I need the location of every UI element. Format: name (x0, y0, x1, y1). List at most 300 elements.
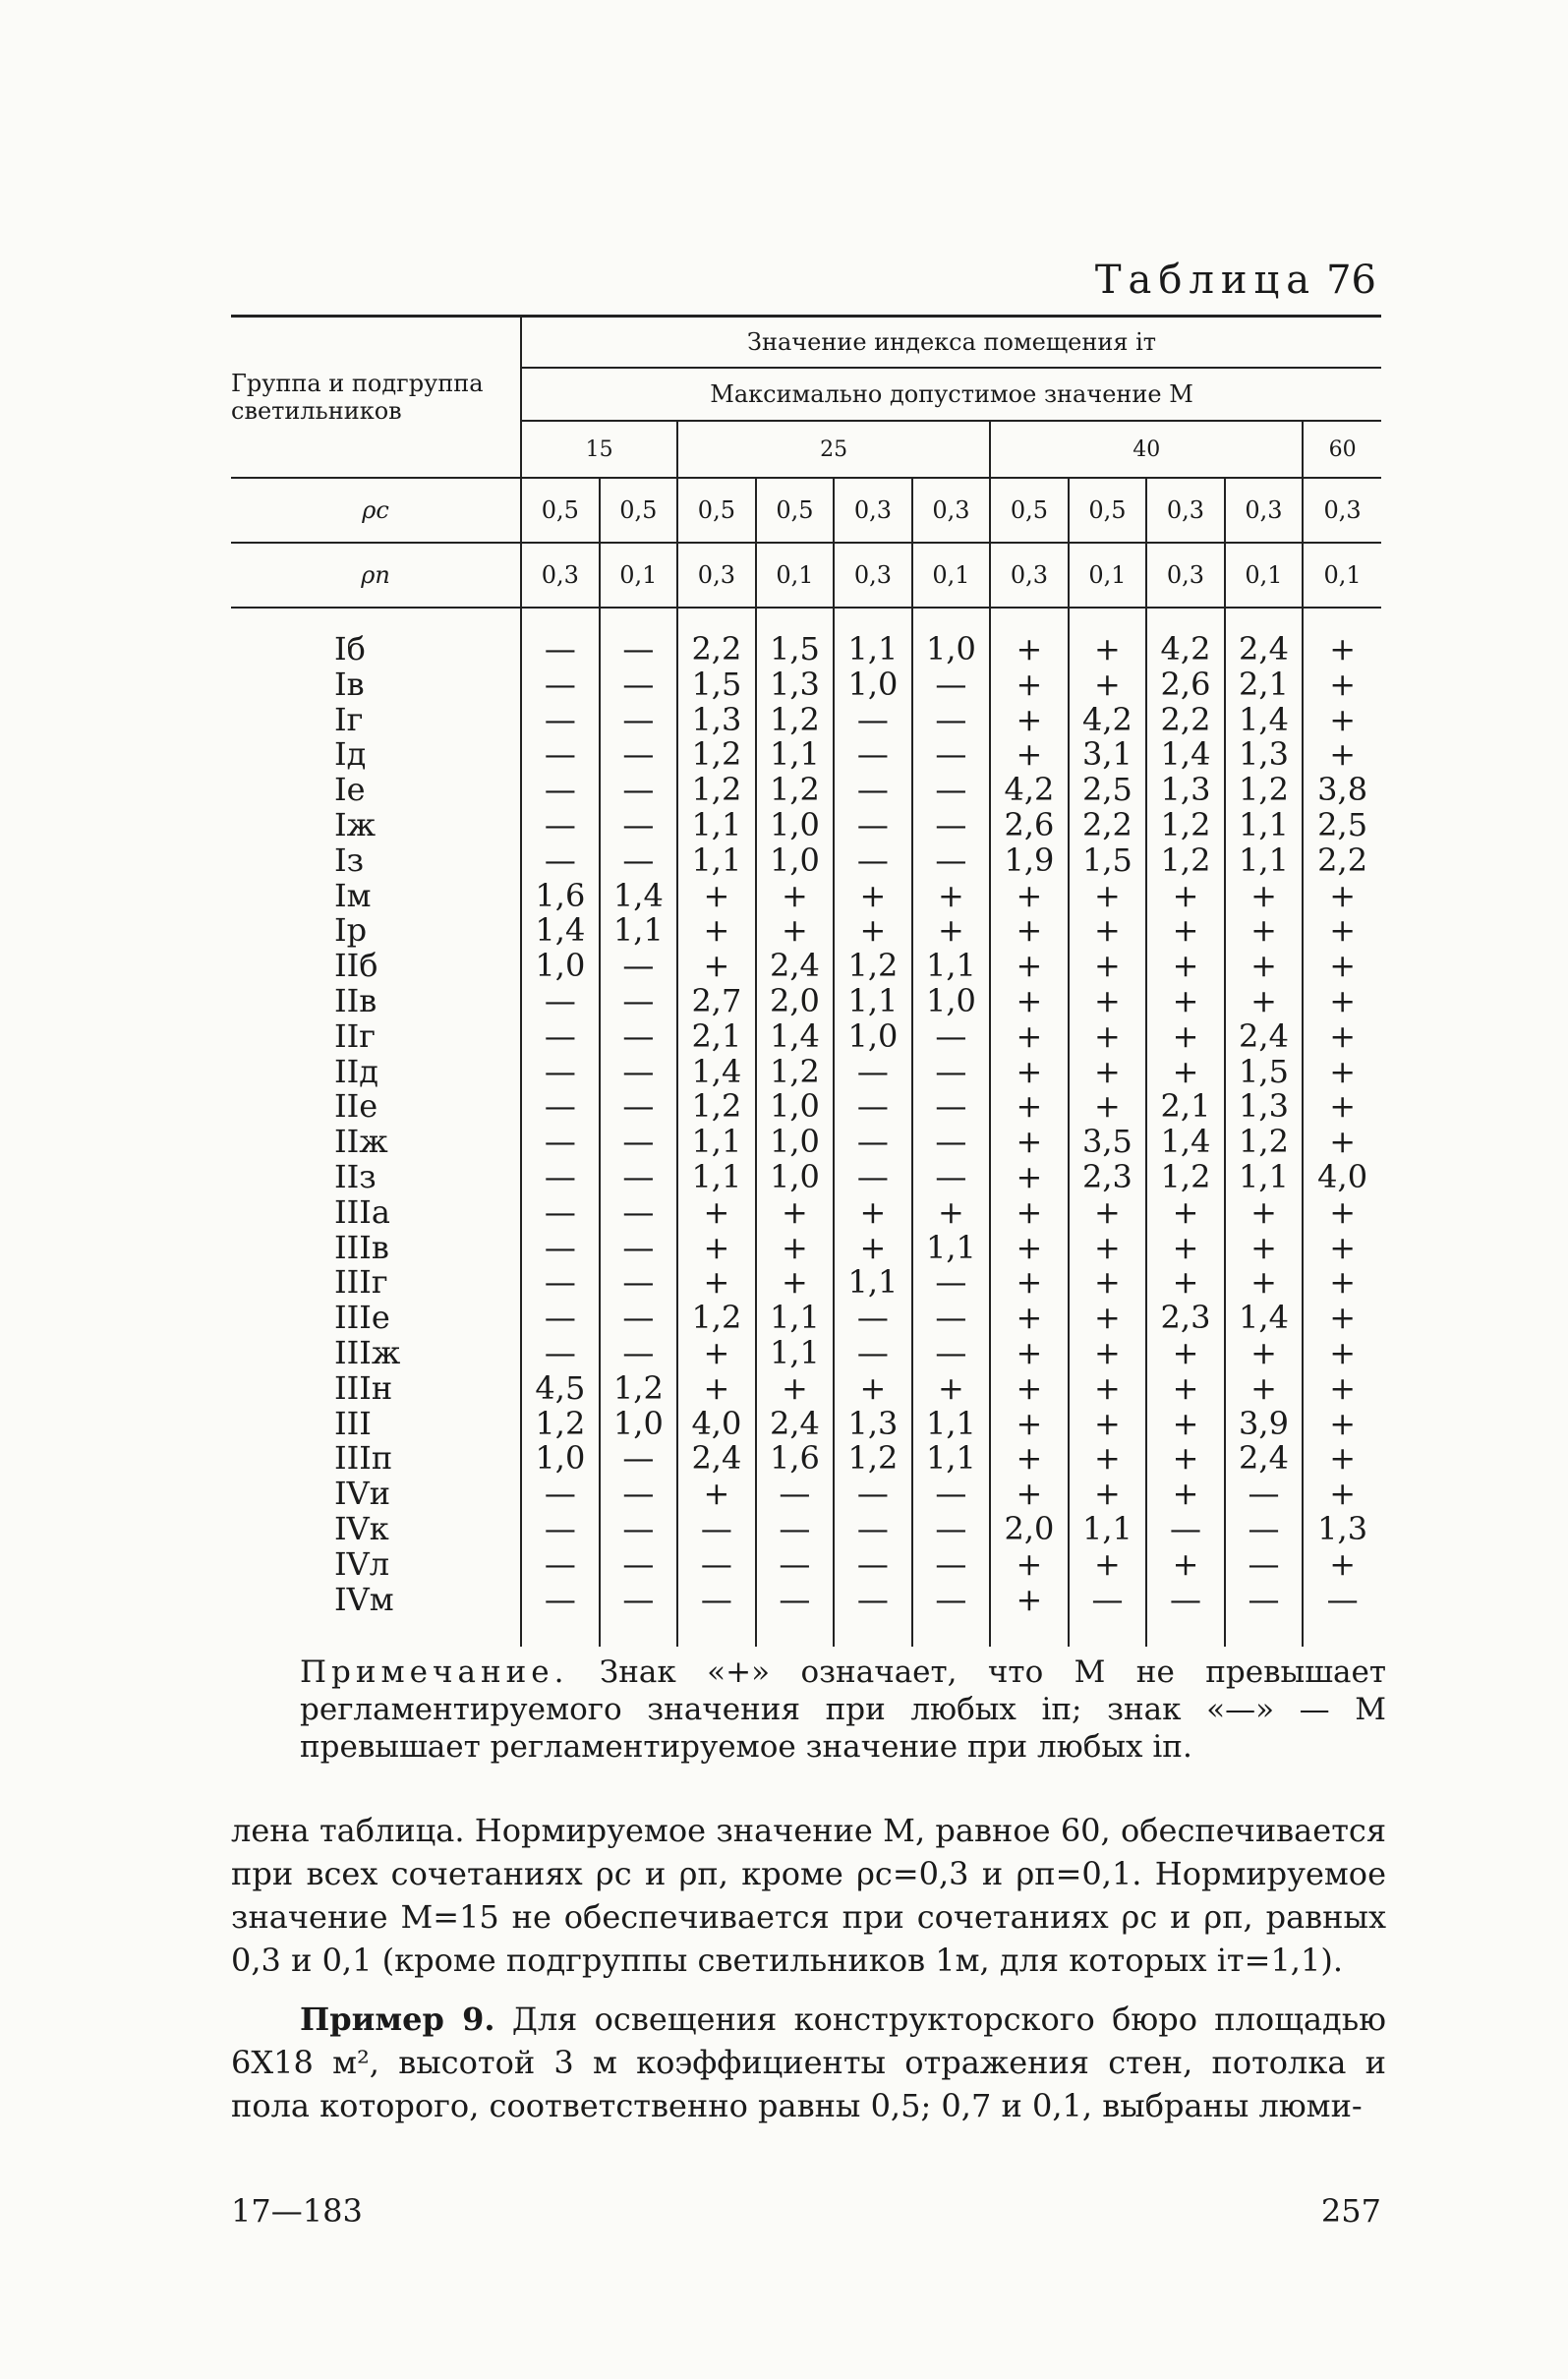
table-row (231, 1336, 1381, 1371)
value-cell: + (1225, 984, 1304, 1019)
group-cell: IIIе (334, 1299, 390, 1337)
example-text: Для освещения конструкторского бюро площадью 6Х18 м², высотой 3 м коэффициенты отражения стен, потолка и пола которого, соответственно равны 0,5; 0,7 и 0,1, выбраны люми- (231, 2001, 1387, 2124)
page-number: 257 (1320, 2192, 1381, 2230)
group-cell: IIв (334, 981, 377, 1019)
value-cell: — (1146, 1512, 1225, 1547)
value-cell: — (521, 773, 600, 808)
value-cell: — (600, 1125, 678, 1160)
value-cell: + (912, 1195, 991, 1231)
value-cell: + (990, 1407, 1069, 1442)
value-cell: 1,0 (912, 984, 991, 1019)
value-cell: 1,2 (1146, 843, 1225, 879)
value-cell: — (521, 703, 600, 738)
value-cell: + (1146, 1265, 1225, 1301)
value-cell: — (912, 1055, 991, 1090)
value-cell: + (990, 1089, 1069, 1125)
value-cell: — (521, 1583, 600, 1648)
value-cell: + (1069, 1195, 1147, 1231)
value-cell: + (677, 913, 756, 949)
value-cell: 1,2 (677, 773, 756, 808)
rc-value: 0,3 (1225, 478, 1304, 543)
value-cell: — (600, 1512, 678, 1547)
value-cell: 4,0 (1303, 1160, 1381, 1195)
value-cell: 1,2 (521, 1407, 600, 1442)
value-cell: + (1303, 1125, 1381, 1160)
value-cell: + (1225, 1195, 1304, 1231)
value-cell: 2,4 (1225, 1441, 1304, 1477)
value-cell: 1,6 (756, 1441, 835, 1477)
value-cell: 1,1 (677, 808, 756, 843)
value-cell: — (600, 773, 678, 808)
value-cell: 1,0 (756, 1125, 835, 1160)
value-cell: + (1069, 949, 1147, 984)
value-cell: — (1225, 1512, 1304, 1547)
value-cell: + (1146, 1019, 1225, 1055)
value-cell: 1,1 (677, 843, 756, 879)
group-cell: Iз (334, 841, 365, 879)
value-cell: + (756, 1371, 835, 1407)
note-label: Примечание. (300, 1654, 569, 1690)
table-row (231, 1301, 1381, 1336)
value-cell: + (912, 1371, 991, 1407)
table-row (231, 1547, 1381, 1583)
value-cell: 1,1 (834, 1265, 912, 1301)
value-cell: + (990, 1265, 1069, 1301)
value-cell: 3,1 (1069, 737, 1147, 773)
value-cell: + (1146, 1336, 1225, 1371)
value-cell: 1,1 (912, 1441, 991, 1477)
value-cell: 1,4 (1225, 703, 1304, 738)
value-cell: + (990, 949, 1069, 984)
value-cell: 1,2 (756, 703, 835, 738)
value-cell: — (677, 1512, 756, 1547)
group-cell: IVи (334, 1475, 391, 1513)
value-cell: 1,1 (1225, 1160, 1304, 1195)
value-cell: 1,0 (912, 608, 991, 667)
value-cell: + (990, 1195, 1069, 1231)
value-cell: 1,3 (1303, 1512, 1381, 1547)
value-cell: — (834, 808, 912, 843)
table-row (231, 949, 1381, 984)
value-cell: — (521, 1195, 600, 1231)
value-cell: + (1225, 1231, 1304, 1266)
value-cell: — (521, 608, 600, 667)
value-cell: 1,0 (756, 1160, 835, 1195)
rp-value: 0,1 (756, 543, 835, 608)
value-cell: 1,1 (756, 737, 835, 773)
table-row (231, 1583, 1381, 1648)
value-cell: 1,2 (756, 773, 835, 808)
table-row (231, 1231, 1381, 1266)
value-cell: + (1146, 949, 1225, 984)
value-cell: — (1303, 1583, 1381, 1648)
rp-label: ρп (231, 543, 521, 608)
value-cell: — (600, 1055, 678, 1090)
value-cell: + (1146, 913, 1225, 949)
value-cell: + (990, 1125, 1069, 1160)
group-cell: Iв (334, 665, 365, 703)
rc-value: 0,5 (990, 478, 1069, 543)
group-cell: Iе (334, 771, 366, 809)
group-column-header: Группа и подгруппа светильников (231, 317, 521, 479)
value-cell: + (912, 913, 991, 949)
rp-value: 0,1 (600, 543, 678, 608)
value-cell: 2,4 (756, 1407, 835, 1442)
rc-value: 0,5 (677, 478, 756, 543)
value-cell: — (834, 1583, 912, 1648)
value-cell: — (600, 984, 678, 1019)
value-cell: + (1225, 1265, 1304, 1301)
value-cell: 1,5 (1225, 1055, 1304, 1090)
value-cell: 1,2 (1146, 808, 1225, 843)
value-cell: — (521, 1547, 600, 1583)
value-cell: 4,5 (521, 1371, 600, 1407)
value-cell: — (834, 773, 912, 808)
value-cell: — (912, 1477, 991, 1512)
rc-value: 0,3 (1146, 478, 1225, 543)
value-cell: — (912, 1512, 991, 1547)
table-number: 76 (1326, 258, 1376, 303)
table-row (231, 808, 1381, 843)
value-cell: — (600, 608, 678, 667)
value-cell: + (677, 1336, 756, 1371)
value-cell: — (521, 1055, 600, 1090)
value-cell: 1,2 (756, 1055, 835, 1090)
value-cell: — (521, 843, 600, 879)
value-cell: — (521, 1231, 600, 1266)
value-cell: + (990, 1019, 1069, 1055)
value-cell: + (1069, 1371, 1147, 1407)
value-cell: + (990, 913, 1069, 949)
value-cell: + (1225, 1336, 1304, 1371)
table-row (231, 1160, 1381, 1195)
value-cell: 1,3 (677, 703, 756, 738)
value-cell: 1,3 (834, 1407, 912, 1442)
value-cell: + (1303, 1547, 1381, 1583)
value-cell: 1,1 (834, 608, 912, 667)
value-cell: + (1069, 1265, 1147, 1301)
group-cell: IIд (334, 1052, 378, 1090)
luminaire-table (231, 315, 1381, 1647)
group-cell: IVл (334, 1544, 390, 1583)
value-cell: + (1069, 1477, 1147, 1512)
value-cell: + (1146, 1195, 1225, 1231)
table-body (231, 608, 1381, 1647)
value-cell: — (600, 1301, 678, 1336)
value-cell: + (990, 1301, 1069, 1336)
value-cell: — (521, 984, 600, 1019)
value-cell: 2,1 (1225, 667, 1304, 703)
value-cell: + (990, 703, 1069, 738)
example-label: Пример 9. (300, 2001, 495, 2038)
value-cell: 1,1 (756, 1301, 835, 1336)
value-cell: + (834, 879, 912, 914)
value-cell: 1,0 (756, 1089, 835, 1125)
group-cell: IIIп (334, 1439, 393, 1478)
value-cell: + (1303, 1055, 1381, 1090)
m-value-15: 15 (521, 421, 677, 478)
value-cell: — (834, 1089, 912, 1125)
value-cell: + (1146, 1407, 1225, 1442)
max-value-header: Максимально допустимое значение М (521, 368, 1381, 421)
value-cell: + (1069, 913, 1147, 949)
table-row (231, 1195, 1381, 1231)
rp-value: 0,3 (990, 543, 1069, 608)
value-cell: + (990, 1477, 1069, 1512)
value-cell: + (756, 1231, 835, 1266)
value-cell: 1,2 (1146, 1160, 1225, 1195)
value-cell: — (834, 1336, 912, 1371)
table-row (231, 1512, 1381, 1547)
value-cell: — (1225, 1477, 1304, 1512)
value-cell: — (1225, 1547, 1304, 1583)
rp-value: 0,1 (1225, 543, 1304, 608)
group-cell: IIз (334, 1157, 377, 1195)
value-cell: 1,0 (834, 1019, 912, 1055)
table-row (231, 1407, 1381, 1442)
value-cell: 2,1 (1146, 1089, 1225, 1125)
group-cell: IIIг (334, 1263, 388, 1302)
value-cell: — (600, 703, 678, 738)
value-cell: — (912, 1019, 991, 1055)
value-cell: 2,4 (1225, 1019, 1304, 1055)
value-cell: 1,4 (1225, 1301, 1304, 1336)
rc-label: ρс (231, 478, 521, 543)
value-cell: 1,2 (677, 1089, 756, 1125)
body-text (231, 1809, 1386, 2143)
value-cell: + (1303, 1477, 1381, 1512)
value-cell: — (600, 843, 678, 879)
value-cell: — (1225, 1583, 1304, 1648)
table-row (231, 843, 1381, 879)
value-cell: 2,2 (677, 608, 756, 667)
table-row (231, 1125, 1381, 1160)
value-cell: — (756, 1583, 835, 1648)
group-cell: Iр (334, 911, 368, 950)
value-cell: — (912, 1583, 991, 1648)
value-cell: + (1069, 879, 1147, 914)
value-cell: — (834, 1512, 912, 1547)
value-cell: + (1069, 1055, 1147, 1090)
value-cell: + (677, 1231, 756, 1266)
value-cell: — (912, 737, 991, 773)
value-cell: + (1069, 608, 1147, 667)
table-row (231, 913, 1381, 949)
rp-value: 0,1 (912, 543, 991, 608)
value-cell: — (600, 1089, 678, 1125)
value-cell: 2,4 (677, 1441, 756, 1477)
group-cell: Iм (334, 876, 372, 914)
value-cell: + (677, 1265, 756, 1301)
group-cell: IIIн (334, 1368, 393, 1407)
group-cell: Iд (334, 735, 367, 774)
value-cell: + (1146, 1477, 1225, 1512)
value-cell: + (1146, 1547, 1225, 1583)
value-cell: + (1225, 913, 1304, 949)
group-cell: IIе (334, 1087, 378, 1126)
value-cell: 1,1 (912, 1407, 991, 1442)
value-cell: — (600, 1160, 678, 1195)
value-cell: + (1303, 1231, 1381, 1266)
value-cell: 1,4 (600, 879, 678, 914)
paragraph-continuation: лена таблица. Нормируемое значение М, равное 60, обеспечивается при всех сочетаниях ρс и ρп, кроме ρс=0,3 и ρп=0,1. Нормируемое значение М=15 не обеспечивается при сочетаниях ρс и ρп, равных 0,3 и 0,1 (кроме подгруппы светильников 1м, для которых iт=1,1). (231, 1812, 1386, 1979)
value-cell: + (1303, 608, 1381, 667)
value-cell: + (756, 913, 835, 949)
value-cell: + (990, 1371, 1069, 1407)
value-cell: — (834, 843, 912, 879)
value-cell: 1,0 (521, 949, 600, 984)
table-row (231, 879, 1381, 914)
value-cell: — (521, 1336, 600, 1371)
value-cell: 2,0 (990, 1512, 1069, 1547)
value-cell: — (521, 1089, 600, 1125)
value-cell: + (677, 1195, 756, 1231)
value-cell: — (912, 808, 991, 843)
value-cell: 1,1 (1225, 843, 1304, 879)
value-cell: + (1069, 984, 1147, 1019)
value-cell: + (1225, 1371, 1304, 1407)
value-cell: 1,1 (912, 949, 991, 984)
value-cell: — (521, 1265, 600, 1301)
value-cell: + (1303, 1301, 1381, 1336)
rp-value: 0,3 (521, 543, 600, 608)
value-cell: — (677, 1583, 756, 1648)
value-cell: + (1069, 1089, 1147, 1125)
value-cell: + (1303, 1407, 1381, 1442)
example-paragraph (231, 1998, 1386, 2127)
value-cell: — (834, 1160, 912, 1195)
value-cell: — (521, 1160, 600, 1195)
value-cell: + (1146, 984, 1225, 1019)
value-cell: 1,5 (677, 667, 756, 703)
value-cell: + (1303, 737, 1381, 773)
table-row (231, 608, 1381, 667)
value-cell: 1,1 (912, 1231, 991, 1266)
value-cell: 1,1 (1225, 808, 1304, 843)
value-cell: — (834, 1125, 912, 1160)
rp-value: 0,3 (834, 543, 912, 608)
value-cell: — (756, 1512, 835, 1547)
value-cell: 1,2 (677, 1301, 756, 1336)
value-cell: — (1146, 1583, 1225, 1648)
value-cell: + (1225, 879, 1304, 914)
rp-value: 0,1 (1069, 543, 1147, 608)
value-cell: + (677, 1371, 756, 1407)
value-cell: 2,3 (1146, 1301, 1225, 1336)
group-cell: IIж (334, 1123, 388, 1161)
value-cell: — (912, 1301, 991, 1336)
value-cell: + (1303, 1371, 1381, 1407)
value-cell: 1,2 (834, 949, 912, 984)
rp-row (231, 543, 1381, 608)
value-cell: 1,4 (1146, 1125, 1225, 1160)
value-cell: + (756, 1195, 835, 1231)
value-cell: — (912, 1265, 991, 1301)
value-cell: + (990, 1231, 1069, 1266)
value-cell: + (1069, 1441, 1147, 1477)
value-cell: — (600, 667, 678, 703)
value-cell: 1,0 (600, 1407, 678, 1442)
value-cell: + (990, 1055, 1069, 1090)
value-cell: 2,3 (1069, 1160, 1147, 1195)
value-cell: + (756, 879, 835, 914)
value-cell: — (756, 1547, 835, 1583)
group-cell: IIIв (334, 1228, 389, 1266)
value-cell: — (521, 808, 600, 843)
rp-value: 0,1 (1303, 543, 1381, 608)
value-cell: + (1146, 1055, 1225, 1090)
value-cell: 2,1 (677, 1019, 756, 1055)
table-row (231, 703, 1381, 738)
value-cell: — (521, 1512, 600, 1547)
rc-value: 0,5 (1069, 478, 1147, 543)
value-cell: 1,3 (1225, 1089, 1304, 1125)
value-cell: 1,5 (756, 608, 835, 667)
value-cell: + (834, 1195, 912, 1231)
value-cell: 3,5 (1069, 1125, 1147, 1160)
value-cell: — (600, 1441, 678, 1477)
m-value-60: 60 (1303, 421, 1381, 478)
value-cell: 1,2 (1225, 773, 1304, 808)
value-cell: — (1069, 1583, 1147, 1648)
table-row (231, 1019, 1381, 1055)
value-cell: — (521, 1019, 600, 1055)
value-cell: + (1146, 879, 1225, 914)
value-cell: — (912, 1089, 991, 1125)
value-cell: — (834, 1055, 912, 1090)
value-cell: 4,2 (1146, 608, 1225, 667)
value-cell: 1,1 (677, 1125, 756, 1160)
value-cell: + (1303, 1336, 1381, 1371)
group-cell: IVк (334, 1509, 389, 1547)
value-cell: — (600, 1547, 678, 1583)
value-cell: 1,3 (1225, 737, 1304, 773)
value-cell: 1,4 (677, 1055, 756, 1090)
value-cell: 1,1 (1069, 1512, 1147, 1547)
value-cell: — (521, 1477, 600, 1512)
rp-value: 0,3 (677, 543, 756, 608)
value-cell: 1,4 (1146, 737, 1225, 773)
group-cell: IIб (334, 947, 378, 985)
table-row (231, 1089, 1381, 1125)
value-cell: — (677, 1547, 756, 1583)
value-cell: 1,5 (1069, 843, 1147, 879)
value-cell: + (1069, 1547, 1147, 1583)
value-cell: + (756, 1265, 835, 1301)
value-cell: — (600, 1265, 678, 1301)
m-value-25: 25 (677, 421, 990, 478)
value-cell: — (600, 1231, 678, 1266)
value-cell: 3,8 (1303, 773, 1381, 808)
value-cell: + (1069, 1407, 1147, 1442)
value-cell: 1,9 (990, 843, 1069, 879)
value-cell: — (834, 703, 912, 738)
group-cell: Iж (334, 805, 377, 843)
value-cell: + (677, 1477, 756, 1512)
value-cell: + (990, 1583, 1069, 1648)
group-cell: Iг (334, 700, 364, 738)
m-value-40: 40 (990, 421, 1303, 478)
value-cell: 1,4 (521, 913, 600, 949)
value-cell: — (912, 843, 991, 879)
value-cell: + (677, 879, 756, 914)
value-cell: + (1303, 913, 1381, 949)
table-row (231, 1441, 1381, 1477)
value-cell: + (1303, 1019, 1381, 1055)
value-cell: 1,0 (521, 1441, 600, 1477)
value-cell: 1,4 (756, 1019, 835, 1055)
value-cell: + (1146, 1371, 1225, 1407)
